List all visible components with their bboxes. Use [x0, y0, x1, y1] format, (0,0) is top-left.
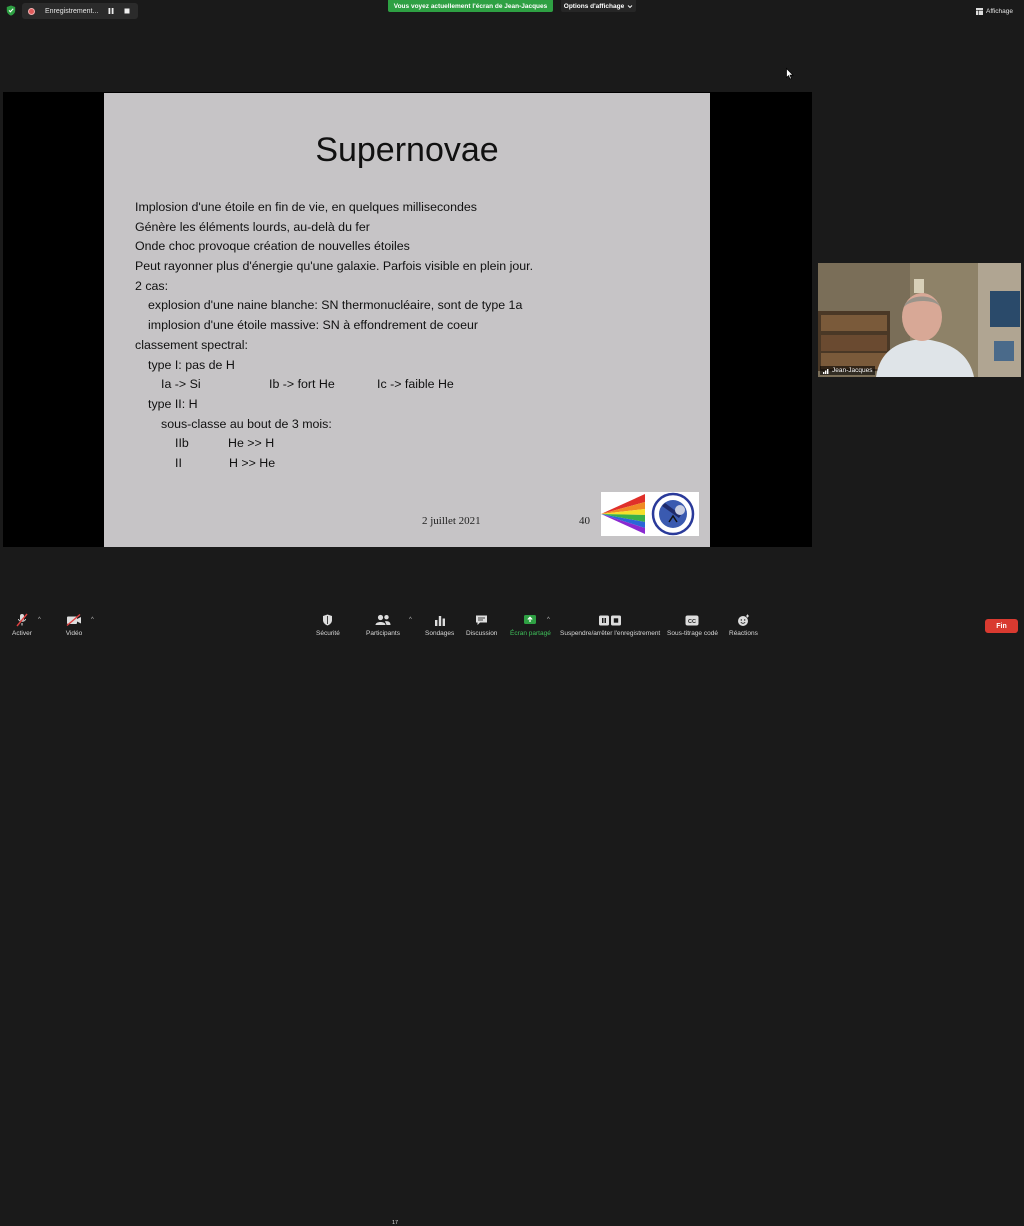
screen-share-banner — [388, 0, 553, 12]
security-button[interactable] — [316, 613, 340, 637]
chevron-down-icon — [627, 4, 633, 9]
screen-share-banner-text: Vous voyez actuellement l'écran de Jean-Jacques — [393, 2, 548, 10]
unmute-label: Activer — [12, 630, 32, 637]
share-screen-icon — [523, 614, 537, 626]
slide-line: Implosion d'une étoile en fin de vie, en quelques millisecondes — [135, 200, 477, 214]
participants-button[interactable] — [366, 613, 400, 637]
participant-video-tile[interactable] — [818, 263, 1021, 377]
slide-line: Ia -> Si — [161, 377, 201, 391]
security-shield-icon[interactable] — [6, 5, 16, 16]
signal-bars-icon — [823, 368, 830, 374]
slide-line: implosion d'une étoile massive: SN à effondrement de coeur — [148, 318, 478, 332]
slide-page-number: 40 — [579, 515, 590, 527]
slide-line: II — [175, 456, 182, 470]
pause-stop-icon — [598, 615, 622, 626]
slide-line: classement spectral: — [135, 338, 248, 352]
slide-line: Peut rayonner plus d'énergie qu'une galaxie. Parfois visible en plein jour. — [135, 259, 534, 273]
slide-line: type I: pas de H — [148, 358, 235, 372]
mouse-cursor-icon — [786, 68, 794, 80]
participants-icon — [375, 614, 391, 626]
video-off-icon — [66, 614, 82, 626]
slide-line: sous-classe au bout de 3 mois: — [161, 417, 332, 431]
polls-label: Sondages — [425, 630, 455, 637]
polls-button[interactable] — [425, 613, 454, 637]
end-meeting-button[interactable] — [985, 619, 1018, 633]
svg-text:CC: CC — [688, 618, 697, 625]
chat-button[interactable] — [466, 613, 497, 637]
slide-title: Supernovae — [315, 131, 499, 169]
view-layout-button[interactable] — [976, 5, 1020, 17]
reactions-button[interactable] — [729, 613, 758, 637]
slide-line: Onde choc provoque création de nouvelles étoiles — [135, 239, 410, 253]
video-options-chevron-icon[interactable]: ^ — [91, 617, 94, 623]
participants-options-chevron-icon[interactable]: ^ — [409, 617, 412, 623]
pause-stop-recording-button[interactable] — [560, 613, 660, 637]
astronomy-club-logo-icon — [647, 492, 699, 536]
slide-line: Ic -> faible He — [377, 377, 454, 391]
slide-line: Génère les éléments lourds, au-delà du fer — [135, 220, 370, 234]
view-options-button[interactable] — [561, 0, 636, 12]
slide-line: explosion d'une naine blanche: SN thermonucléaire, sont de type 1a — [148, 298, 523, 312]
recording-indicator — [22, 3, 138, 19]
unmute-button[interactable] — [12, 613, 32, 637]
pause-recording-icon[interactable] — [106, 6, 116, 16]
share-screen-button[interactable] — [510, 613, 551, 637]
chat-label: Discussion — [466, 630, 498, 637]
audio-options-chevron-icon[interactable]: ^ — [38, 617, 41, 623]
slide-line: H >> He — [229, 456, 276, 470]
participants-count: 17 — [392, 1220, 399, 1226]
presentation-slide — [104, 93, 710, 547]
bar-chart-icon — [434, 615, 446, 626]
reactions-label: Réactions — [729, 630, 758, 637]
chat-bubble-icon — [475, 614, 488, 626]
closed-caption-icon — [685, 615, 699, 626]
slide-line: Ib -> fort He — [269, 377, 335, 391]
pause-stop-recording-label: Suspendre/arrêter l'enregistrement — [560, 630, 661, 637]
smiley-icon — [737, 614, 750, 627]
meeting-toolbar — [0, 605, 1024, 1226]
video-feed — [818, 263, 1021, 377]
end-meeting-label: Fin — [996, 622, 1007, 630]
stop-recording-icon[interactable] — [122, 6, 132, 16]
recording-dot-icon — [28, 8, 35, 15]
share-screen-label: Écran partagé — [510, 630, 551, 637]
view-options-label: Options d'affichage — [563, 2, 625, 10]
recording-label: Enregistrement... — [45, 7, 99, 15]
slide-line: type II: H — [148, 397, 198, 411]
view-layout-label: Affichage — [986, 7, 1013, 15]
prism-logo-icon — [601, 492, 647, 536]
start-video-label: Vidéo — [65, 630, 83, 637]
security-label: Sécurité — [316, 630, 340, 637]
slide-line: 2 cas: — [135, 279, 169, 293]
slide-line: He >> H — [228, 436, 275, 450]
closed-caption-label: Sous-titrage codé — [667, 630, 718, 637]
slide-date: 2 juillet 2021 — [422, 515, 481, 527]
share-options-chevron-icon[interactable]: ^ — [547, 617, 550, 623]
closed-caption-button[interactable] — [667, 613, 718, 637]
grid-icon — [976, 8, 983, 15]
start-video-button[interactable] — [65, 613, 83, 637]
slide-line: IIb — [175, 436, 189, 450]
participant-name: Jean-Jacques — [832, 367, 873, 374]
shield-icon — [322, 614, 333, 626]
participant-name-tag — [820, 366, 875, 375]
participants-label: Participants — [366, 630, 400, 637]
muted-microphone-icon — [16, 613, 28, 627]
